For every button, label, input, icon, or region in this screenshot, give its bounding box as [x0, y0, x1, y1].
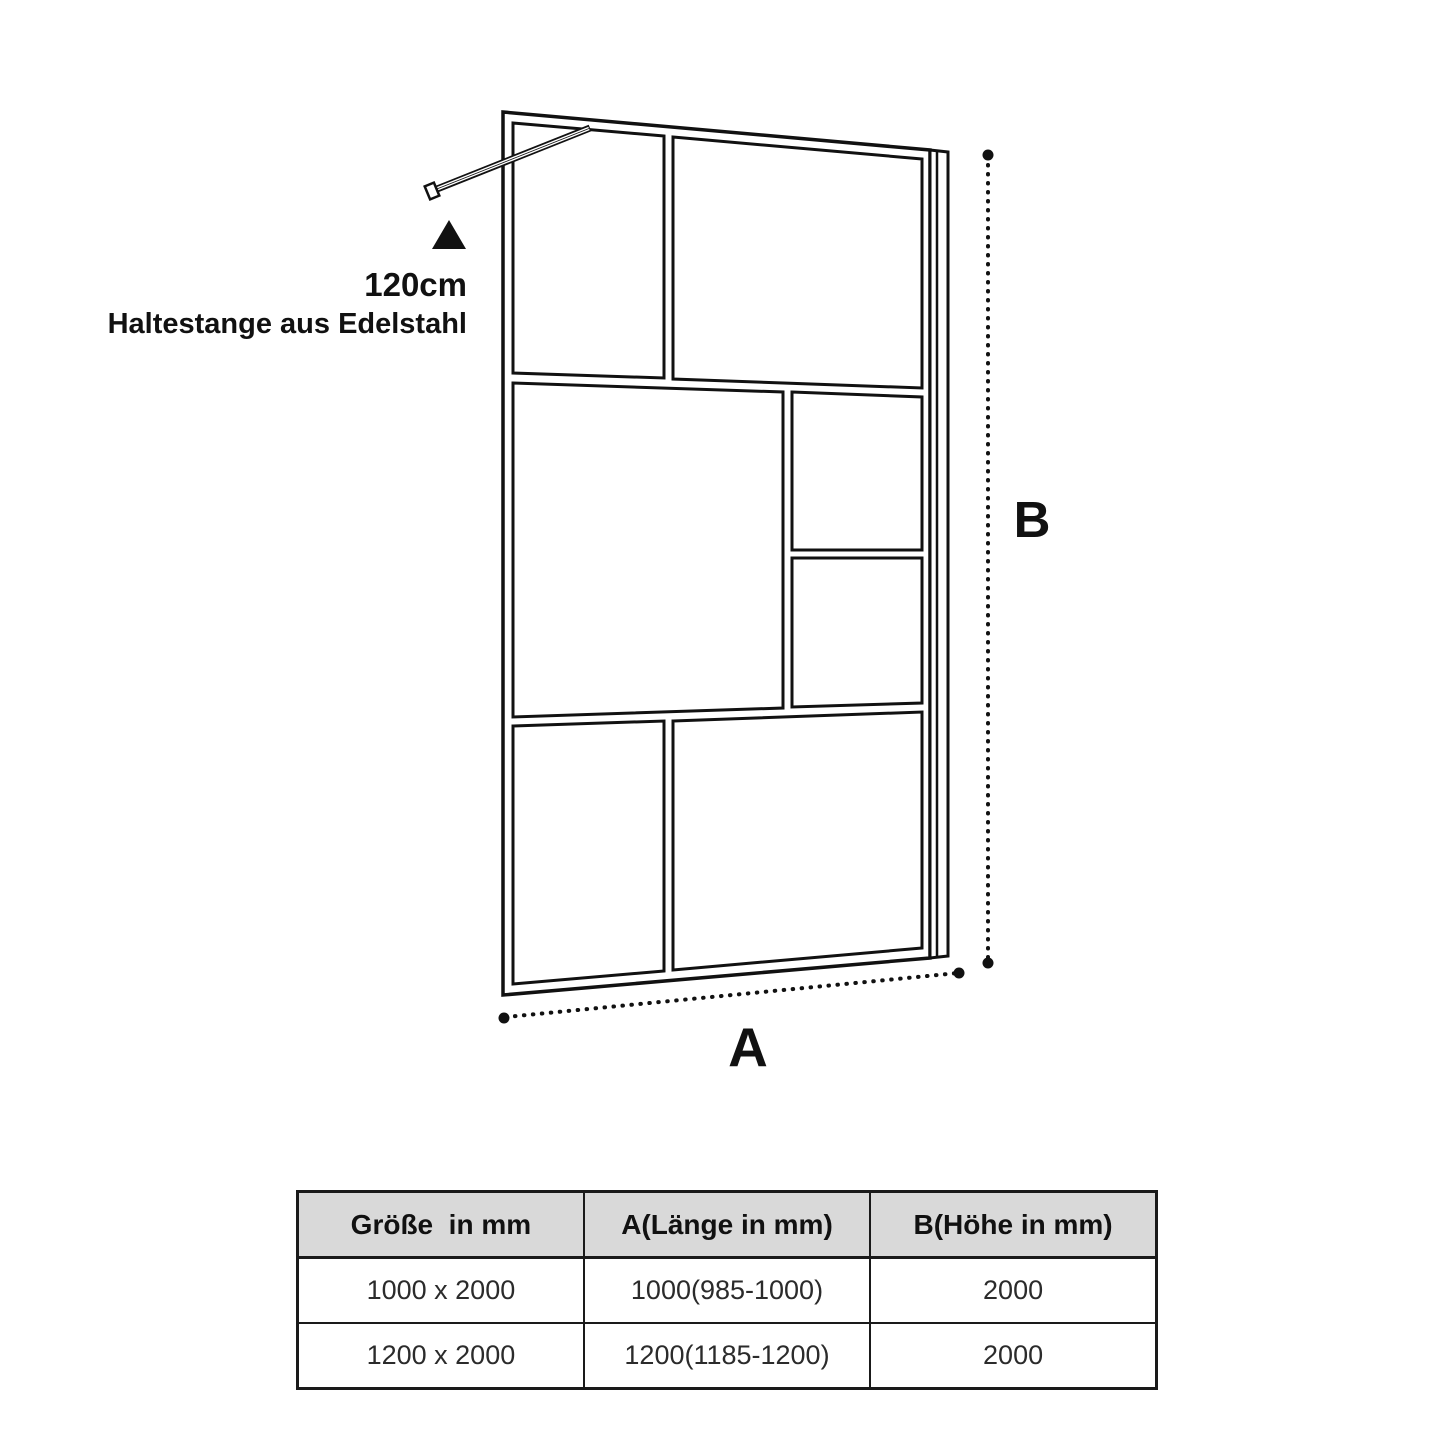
glass-cell-top-right	[673, 137, 922, 388]
support-bar-length-label: 120cm	[364, 266, 467, 303]
support-bar-end-cap	[425, 183, 440, 200]
dimension-b-label: B	[1013, 491, 1051, 548]
size-table-header-groesse: Größe in mm	[298, 1192, 584, 1258]
size-table	[296, 1190, 1158, 1390]
glass-cell-top-left	[513, 123, 664, 378]
size-table-header-row	[298, 1192, 1157, 1258]
support-bar-name-label: Haltestange aus Edelstahl	[107, 308, 467, 340]
size-cell: 1200 x 2000	[298, 1323, 584, 1389]
glass-cell-middle-right-bottom	[792, 558, 922, 707]
dimension-b-bottom-dot	[983, 958, 994, 969]
table-row	[298, 1323, 1157, 1389]
wall-profile	[930, 150, 948, 958]
height-cell: 2000	[870, 1258, 1156, 1324]
dimension-a-label: A	[728, 1016, 768, 1078]
glass-cell-bottom-left	[513, 721, 664, 984]
glass-cell-middle-right-top	[792, 392, 922, 550]
table-row	[298, 1258, 1157, 1324]
dimension-a-start-dot	[499, 1013, 510, 1024]
size-cell: 1000 x 2000	[298, 1258, 584, 1324]
height-cell: 2000	[870, 1323, 1156, 1389]
glass-cell-bottom-right	[673, 712, 922, 970]
glass-cell-middle-left	[513, 383, 783, 717]
pointer-triangle-icon	[432, 220, 466, 249]
dimension-b	[983, 150, 1051, 969]
length-cell: 1000(985-1000)	[584, 1258, 870, 1324]
dimension-a-end-dot	[954, 968, 965, 979]
dimension-b-top-dot	[983, 150, 994, 161]
length-cell: 1200(1185-1200)	[584, 1323, 870, 1389]
size-table-header-hoehe: B(Höhe in mm)	[870, 1192, 1156, 1258]
size-table-header-laenge: A(Länge in mm)	[584, 1192, 870, 1258]
